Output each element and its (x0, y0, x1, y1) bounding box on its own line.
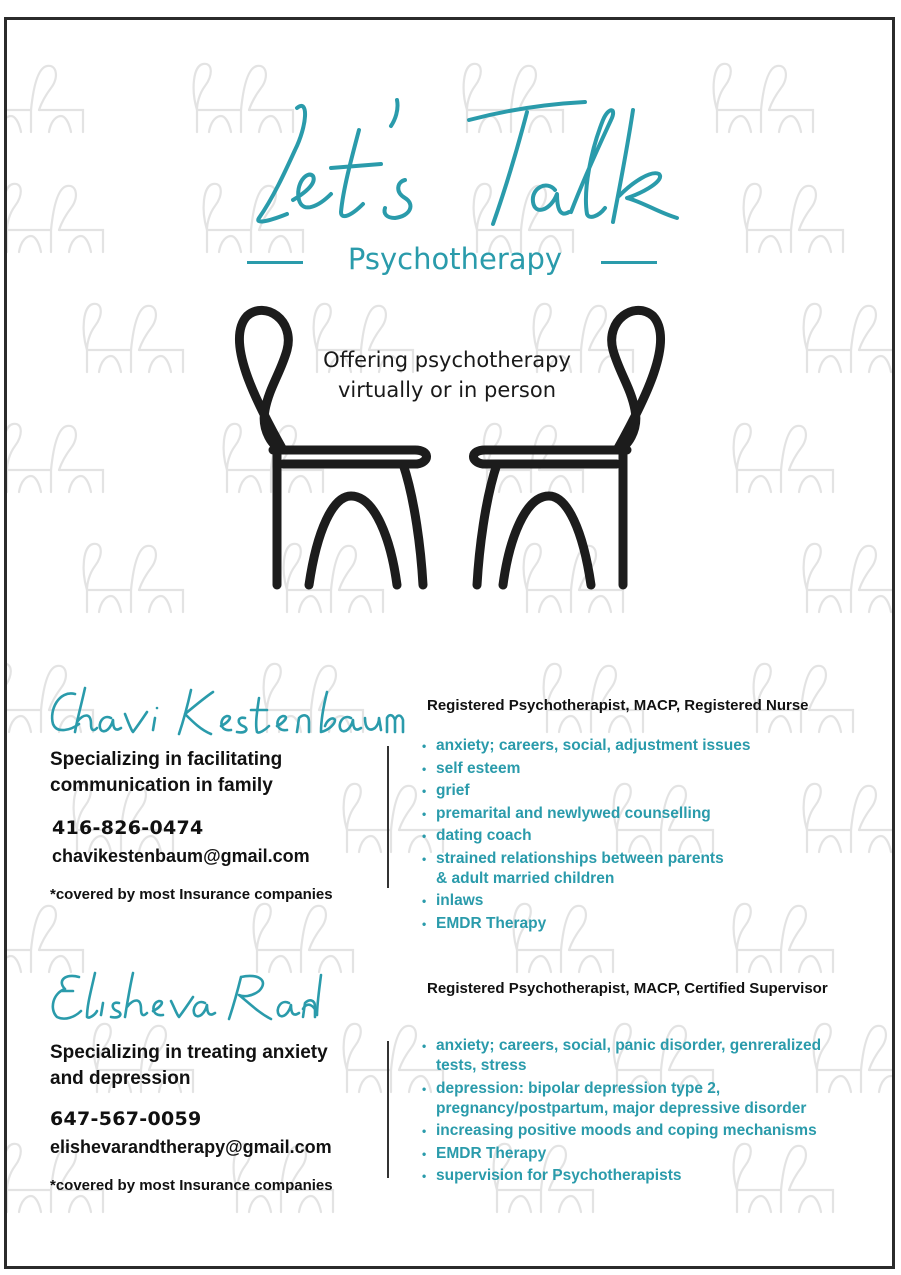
therapist-2-email[interactable]: elishevarandtherapy@gmail.com (50, 1137, 332, 1157)
list-item: • grief (422, 781, 862, 801)
list-item: • dating coach (422, 826, 862, 846)
subtitle-rule-left (247, 261, 303, 264)
title-script-lets-talk (247, 90, 697, 240)
offer-text (297, 345, 597, 405)
list-item: • premarital and newlywed counselling (422, 804, 862, 824)
subtitle: Psychotherapy (347, 242, 563, 276)
therapist-2-divider (387, 1041, 389, 1178)
therapist-2-script-name (45, 965, 325, 1025)
therapist-2-services-list (422, 1036, 872, 1189)
therapist-1-credentials: Registered Psychotherapist, MACP, Registered Nurse (427, 697, 809, 714)
therapist-2-specialty-line-2: and depression (50, 1068, 191, 1089)
therapist-2-phone[interactable]: 647-567-0059 (50, 1108, 202, 1130)
therapist-1-phone[interactable]: 416-826-0474 (52, 817, 204, 839)
therapist-1-insurance-note: *covered by most Insurance companies (50, 886, 333, 903)
therapist-1-services-list (422, 736, 862, 936)
list-item: • supervision for Psychotherapists (422, 1166, 872, 1186)
therapist-1-script-name (45, 680, 405, 740)
flyer-frame (4, 17, 895, 1269)
list-item: • self esteem (422, 759, 862, 779)
list-item: • increasing positive moods and coping mechanisms (422, 1121, 872, 1141)
therapist-1-email[interactable]: chavikestenbaum@gmail.com (52, 846, 310, 866)
list-item: • EMDR Therapy (422, 1144, 872, 1164)
subtitle-rule-right (601, 261, 657, 264)
therapist-1-divider (387, 746, 389, 888)
list-item: • anxiety; careers, social, adjustment issues (422, 736, 862, 756)
therapist-1-specialty (50, 747, 380, 799)
list-item: • strained relationships between parents & adult married children (422, 849, 862, 889)
therapist-1-specialty-line-2: communication in family (50, 775, 273, 796)
list-item: • anxiety; careers, social, panic disorder, genreralized tests, stress (422, 1036, 872, 1076)
therapist-1-specialty-line-1: Specializing in facilitating (50, 749, 283, 770)
therapist-2-specialty-line-1: Specializing in treating anxiety (50, 1042, 328, 1063)
list-item: • inlaws (422, 891, 862, 911)
therapist-2-insurance-note: *covered by most Insurance companies (50, 1177, 333, 1194)
therapist-2-specialty (50, 1040, 380, 1092)
list-item: • depression: bipolar depression type 2, pregnancy/postpartum, major depressive disorder (422, 1079, 872, 1119)
offer-line-2: virtually or in person (337, 378, 557, 402)
subtitle-row (243, 242, 663, 282)
offer-line-1: Offering psychotherapy (323, 348, 571, 372)
list-item: • EMDR Therapy (422, 914, 862, 934)
therapist-2-credentials: Registered Psychotherapist, MACP, Certified Supervisor (427, 980, 828, 997)
